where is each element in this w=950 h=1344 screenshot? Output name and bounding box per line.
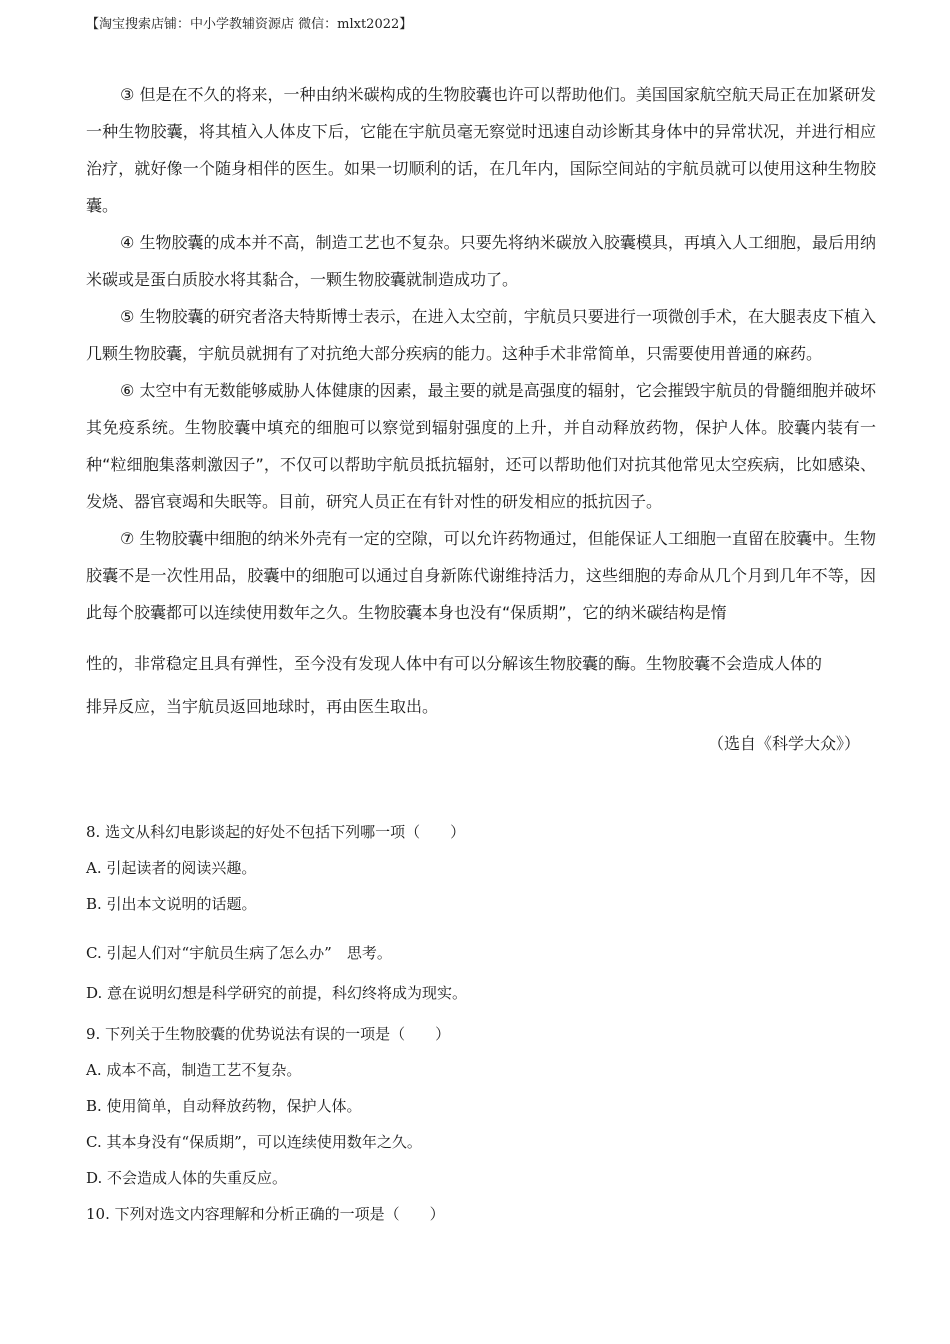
paragraph-4: ④ 生物胶囊的成本并不高，制造工艺也不复杂。只要先将纳米碳放入胶囊模具，再填入人工细胞，最后用纳米碳或是蛋白质胶水将其黏合，一颗生物胶囊就制造成功了。 <box>86 233 876 289</box>
article-source: （选自《科学大众》） <box>707 734 860 753</box>
paragraph-3: ③ 但是在不久的将来，一种由纳米碳构成的生物胶囊也许可以帮助他们。美国国家航空航天局正在加紧研发一种生物胶囊，将其植入人体皮下后，它能在宇航员毫无察觉时迅速自动诊断其身体中的异常状况，并进行相应治疗，就好像一个随身相伴的医生。如果一切顺利的话，在几年内，国际空间站的宇航员就可以使用这种生物胶囊。 <box>86 85 876 215</box>
question-8: 8. 选文从科幻电影谈起的好处不包括下列哪一项（ ） <box>86 823 466 841</box>
question-8-option-c: C. 引起人们对“宇航员生病了怎么办” 思考。 <box>86 944 392 962</box>
question-9-option-c: C. 其本身没有“保质期”，可以连续使用数年之久。 <box>86 1133 422 1151</box>
paragraph-6: ⑥ 太空中有无数能够威胁人体健康的因素，最主要的就是高强度的辐射，它会摧毁宇航员的骨髓细胞并破坏其免疫系统。生物胶囊中填充的细胞可以察觉到辐射强度的上升，并自动释放药物，保护人体。胶囊内装有一种“粒细胞集落刺激因子”，不仅可以帮助宇航员抵抗辐射，还可以帮助他们对抗其他常见太空疾病，比如感染、发烧、器官衰竭和失眠等。目前，研究人员正在有针对性的研发相应的抵抗因子。 <box>86 381 876 511</box>
paragraph-7-end: 排异反应，当宇航员返回地球时，再由医生取出。 <box>86 697 439 716</box>
paragraph-7-continued: 性的，非常稳定且具有弹性，至今没有发现人体中有可以分解该生物胶囊的酶。生物胶囊不会造成人体的 <box>86 654 823 673</box>
question-list <box>86 814 876 1232</box>
paragraph-5: ⑤ 生物胶囊的研究者洛夫特斯博士表示，在进入太空前，宇航员只要进行一项微创手术，在大腿表皮下植入几颗生物胶囊，宇航员就拥有了对抗绝大部分疾病的能力。这种手术非常简单，只需要使用普通的麻药。 <box>86 307 876 363</box>
question-10: 10. 下列对选文内容理解和分析正确的一项是（ ） <box>86 1205 445 1223</box>
paragraph-7: ⑦ 生物胶囊中细胞的纳米外壳有一定的空隙，可以允许药物通过，但能保证人工细胞一直留在胶囊中。生物胶囊不是一次性用品，胶囊中的细胞可以通过自身新陈代谢维持活力，这些细胞的寿命从几个月到几年不等，因此每个胶囊都可以连续使用数年之久。生物胶囊本身也没有“保质期”，它的纳米碳结构是惰 <box>86 529 876 622</box>
article-body <box>86 76 876 762</box>
question-9-option-d: D. 不会造成人体的失重反应。 <box>86 1169 288 1187</box>
page-header-watermark: 【淘宝搜索店铺：中小学教辅资源店 微信：mlxt2022】 <box>86 17 413 32</box>
question-9-option-b: B. 使用简单，自动释放药物，保护人体。 <box>86 1097 362 1115</box>
question-8-option-b: B. 引出本文说明的话题。 <box>86 895 257 913</box>
question-9: 9. 下列关于生物胶囊的优势说法有误的一项是（ ） <box>86 1025 451 1043</box>
question-8-option-d: D. 意在说明幻想是科学研究的前提，科幻终将成为现实。 <box>86 984 468 1002</box>
question-8-option-a: A. 引起读者的阅读兴趣。 <box>86 859 257 877</box>
question-9-option-a: A. 成本不高，制造工艺不复杂。 <box>86 1061 302 1079</box>
